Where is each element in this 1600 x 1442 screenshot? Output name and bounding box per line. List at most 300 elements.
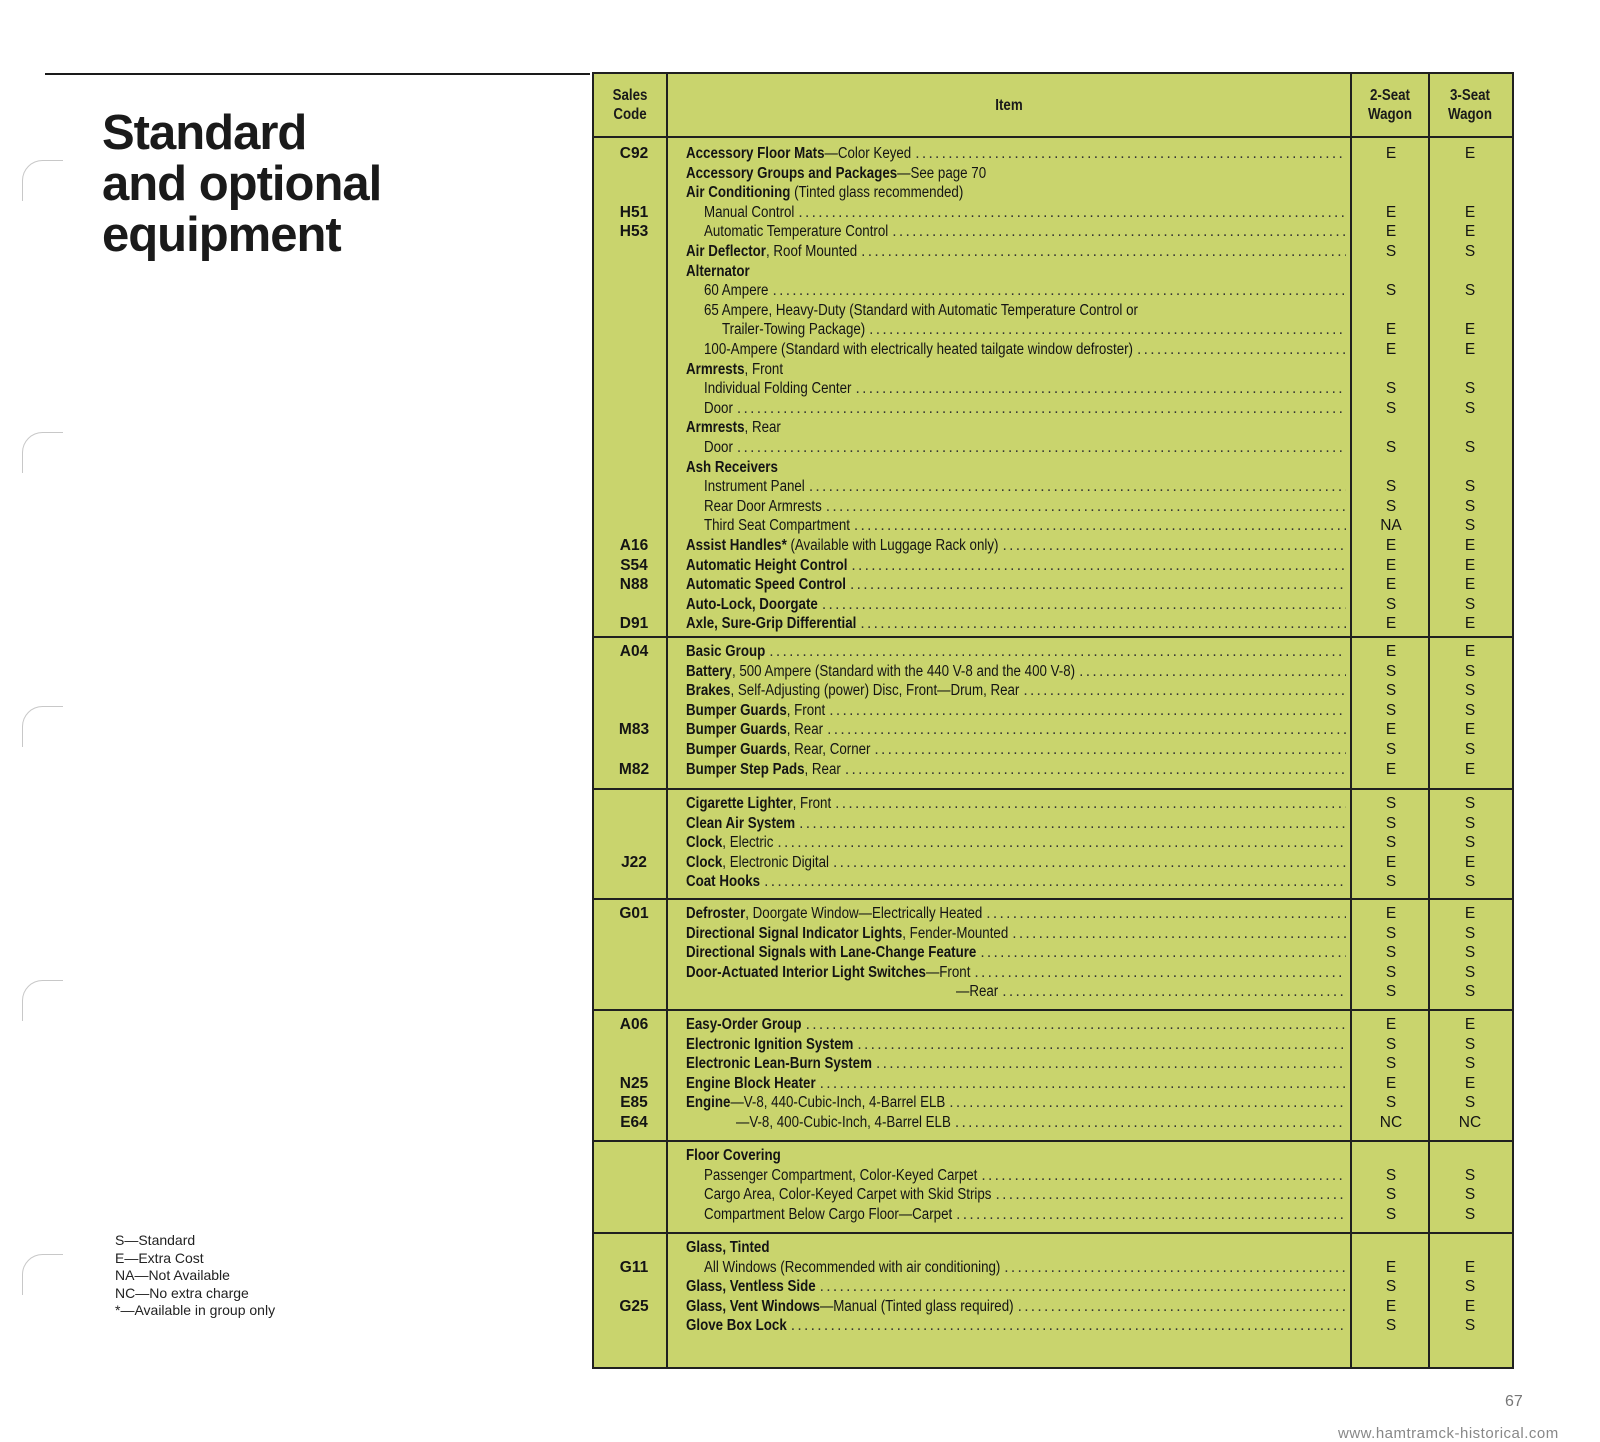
item-text [686, 963, 970, 983]
item-name: Cigarette Lighter [686, 795, 793, 812]
dot-leader [970, 963, 1346, 983]
item-detail: 60 Ampere [704, 282, 769, 300]
item-text [686, 662, 1075, 682]
header-3-seat-wagon [1436, 74, 1505, 136]
item-cell [686, 320, 1346, 340]
3-seat-wagon-value: S [1464, 662, 1476, 680]
2-seat-wagon-value: S [1385, 741, 1397, 758]
item-cell [686, 1316, 1346, 1336]
table-row [594, 642, 1512, 662]
dot-leader [795, 814, 1346, 834]
item-name: Electronic Lean-Burn System [686, 1055, 872, 1073]
legend-item: NC—No extra charge [115, 1284, 249, 1301]
2-seat-wagon-value: S [1385, 282, 1397, 300]
item-text [686, 536, 998, 556]
3-seat-wagon-value: S [1464, 944, 1476, 962]
item-text [686, 556, 847, 576]
table-row [594, 379, 1512, 399]
3-seat-wagon-value: S [1464, 1094, 1476, 1112]
2-seat-wagon-value: S [1385, 1205, 1397, 1223]
header-text: Wagon [1368, 106, 1412, 123]
table-row [594, 853, 1512, 873]
3-seat-wagon-value: S [1464, 1278, 1476, 1296]
table-row [594, 399, 1512, 419]
item-name: Coat Hooks [686, 873, 761, 891]
table-row [594, 360, 1512, 380]
item-detail: , Rear [786, 721, 824, 739]
item-text [686, 418, 781, 438]
title-line: Standard [102, 106, 307, 160]
section-divider [594, 1232, 1512, 1234]
table-row [594, 760, 1512, 780]
item-detail: , Rear [744, 419, 781, 437]
item-name: Accessory Groups and Packages [686, 164, 898, 182]
item-text [686, 720, 823, 740]
item-text [704, 1166, 977, 1186]
3-seat-wagon-value: S [1464, 682, 1476, 700]
table-row [594, 281, 1512, 301]
item-text [686, 144, 911, 164]
item-text [956, 982, 998, 1002]
item-text [686, 262, 750, 282]
item-name: Air Conditioning [686, 184, 791, 202]
table-row [594, 1093, 1512, 1113]
item-text [686, 1297, 1014, 1317]
item-text [704, 516, 850, 536]
3-seat-wagon-value: E [1464, 643, 1476, 660]
item-cell [686, 833, 1346, 853]
header-text: Wagon [1448, 106, 1492, 123]
item-text [704, 379, 851, 399]
item-name: Bumper Guards [686, 741, 787, 758]
item-name: Automatic Speed Control [686, 576, 846, 594]
item-detail: Compartment Below Cargo Floor—Carpet [704, 1205, 953, 1223]
binder-hole-mark [22, 980, 63, 1021]
item-text [686, 164, 986, 184]
dot-leader [733, 399, 1346, 419]
3-seat-wagon-value: E [1464, 1297, 1476, 1315]
item-cell [686, 242, 1346, 262]
item-detail: Manual Control [704, 203, 795, 221]
item-cell [686, 1093, 1346, 1113]
item-name: Glass, Ventless Side [686, 1278, 816, 1296]
sales-code: N88 [619, 576, 649, 594]
item-cell [686, 904, 1346, 924]
dot-leader [816, 1074, 1346, 1094]
3-seat-wagon-value: S [1464, 243, 1476, 260]
2-seat-wagon-value: S [1385, 478, 1397, 496]
dot-leader [841, 760, 1346, 780]
item-detail: , Front [744, 360, 784, 378]
3-seat-wagon-value: E [1464, 1074, 1476, 1092]
item-cell [686, 943, 1346, 963]
sales-code: E64 [620, 1114, 648, 1131]
item-cell [686, 203, 1346, 223]
item-detail: (Tinted glass recommended) [790, 184, 964, 202]
item-text [704, 1185, 991, 1205]
table-row [594, 183, 1512, 203]
item-text [704, 1258, 1000, 1278]
item-cell [686, 183, 1346, 203]
item-detail: , Rear [804, 760, 841, 778]
2-seat-wagon-value: E [1385, 223, 1397, 241]
3-seat-wagon-value: E [1464, 203, 1476, 221]
sales-code: N25 [619, 1074, 649, 1092]
item-cell [686, 681, 1346, 701]
item-cell [686, 458, 1346, 478]
item-cell [686, 575, 1346, 595]
item-text [686, 794, 831, 814]
item-cell [686, 701, 1346, 721]
table-row [594, 418, 1512, 438]
item-detail: (Available with Luggage Rack only) [786, 537, 999, 554]
table-row [594, 904, 1512, 924]
item-cell [686, 1074, 1346, 1094]
item-name: Clock [686, 834, 723, 852]
2-seat-wagon-value: E [1385, 576, 1397, 594]
table-row [594, 701, 1512, 721]
2-seat-wagon-value: S [1385, 1186, 1397, 1204]
dot-leader [911, 144, 1346, 164]
item-cell [686, 872, 1346, 892]
3-seat-wagon-value: S [1464, 478, 1476, 496]
watermark: www.hamtramck-historical.com [1338, 1425, 1559, 1442]
3-seat-wagon-value: E [1464, 721, 1476, 739]
2-seat-wagon-value: S [1385, 1317, 1397, 1335]
3-seat-wagon-value: E [1464, 853, 1476, 871]
3-seat-wagon-value: E [1464, 321, 1476, 339]
2-seat-wagon-value: S [1385, 983, 1397, 1001]
dot-leader [825, 701, 1346, 721]
3-seat-wagon-value: E [1464, 341, 1476, 358]
table-row [594, 497, 1512, 517]
table-row [594, 1113, 1512, 1133]
3-seat-wagon-value: S [1464, 814, 1476, 832]
table-row [594, 340, 1512, 360]
2-seat-wagon-value: NC [1379, 1114, 1403, 1131]
sales-code: M82 [618, 760, 650, 778]
item-cell [686, 281, 1346, 301]
dot-leader [888, 222, 1346, 242]
3-seat-wagon-value: S [1464, 1035, 1476, 1053]
item-text [704, 477, 805, 497]
dot-leader [1014, 1297, 1346, 1317]
item-cell [686, 642, 1346, 662]
item-name: Armrests [686, 360, 745, 378]
item-cell [686, 1113, 1346, 1133]
item-cell [686, 222, 1346, 242]
item-name: Engine [686, 1094, 731, 1112]
dot-leader [831, 794, 1346, 814]
3-seat-wagon-value: NC [1458, 1114, 1482, 1131]
3-seat-wagon-value: E [1464, 1016, 1476, 1033]
item-detail: Third Seat Compartment [704, 517, 850, 535]
table-row [594, 740, 1512, 760]
title-line: and optional [102, 157, 382, 211]
top-rule [45, 73, 590, 75]
dot-leader [823, 720, 1346, 740]
item-cell [686, 497, 1346, 517]
dot-leader [818, 595, 1346, 615]
table-row [594, 794, 1512, 814]
2-seat-wagon-value: S [1385, 873, 1397, 891]
item-text [686, 1093, 945, 1113]
item-cell [686, 1015, 1346, 1035]
table-row [594, 1035, 1512, 1055]
3-seat-wagon-value: S [1464, 380, 1476, 398]
2-seat-wagon-value: S [1385, 1166, 1397, 1184]
item-cell [686, 740, 1346, 760]
dot-leader [856, 614, 1346, 634]
dot-leader [805, 477, 1346, 497]
3-seat-wagon-value: S [1464, 741, 1476, 758]
2-seat-wagon-value: E [1385, 341, 1397, 358]
header-text: Sales [612, 87, 648, 104]
legend-item: *—Available in group only [115, 1302, 276, 1318]
header-text: 3-Seat [1449, 87, 1491, 104]
binder-hole-mark [22, 706, 63, 747]
sales-code: G11 [619, 1258, 649, 1276]
header-item [716, 74, 1303, 136]
table-row [594, 924, 1512, 944]
dot-leader [822, 497, 1346, 517]
item-cell [686, 418, 1346, 438]
header-text: Code [613, 106, 647, 123]
item-detail: Door [704, 399, 733, 417]
item-name: Clock [686, 853, 723, 871]
table-row [594, 1074, 1512, 1094]
table-row [594, 943, 1512, 963]
table-row [594, 662, 1512, 682]
item-text [686, 614, 856, 634]
2-seat-wagon-value: E [1385, 721, 1397, 739]
2-seat-wagon-value: E [1385, 203, 1397, 221]
table-row [594, 1166, 1512, 1186]
legend-item: E—Extra Cost [115, 1249, 204, 1266]
3-seat-wagon-value: S [1464, 873, 1476, 891]
2-seat-wagon-value: E [1385, 321, 1397, 339]
3-seat-wagon-value: S [1464, 1166, 1476, 1184]
sales-code: A04 [619, 643, 649, 660]
table-row [594, 681, 1512, 701]
dot-leader [999, 536, 1347, 556]
2-seat-wagon-value: S [1385, 439, 1397, 456]
item-cell [686, 814, 1346, 834]
table-row [594, 1258, 1512, 1278]
item-text [686, 740, 870, 760]
item-detail: Door [704, 439, 733, 456]
dot-leader [992, 1185, 1346, 1205]
3-seat-wagon-value: S [1464, 595, 1476, 613]
2-seat-wagon-value: E [1385, 643, 1397, 660]
dot-leader [733, 438, 1346, 458]
3-seat-wagon-value: S [1464, 834, 1476, 852]
section-divider [594, 1140, 1512, 1142]
2-seat-wagon-value: S [1385, 701, 1397, 719]
table-row [594, 833, 1512, 853]
item-name: Glove Box Lock [686, 1317, 787, 1335]
item-text [704, 281, 768, 301]
3-seat-wagon-value: E [1464, 537, 1476, 554]
header-divider [594, 136, 1512, 138]
3-seat-wagon-value: E [1464, 223, 1476, 241]
item-cell [686, 477, 1346, 497]
item-detail: , Front [786, 701, 826, 719]
2-seat-wagon-value: S [1385, 497, 1397, 515]
2-seat-wagon-value: E [1385, 760, 1397, 778]
item-cell [686, 262, 1346, 282]
3-seat-wagon-value: S [1464, 701, 1476, 719]
2-seat-wagon-value: S [1385, 380, 1397, 398]
item-name: Basic Group [686, 643, 766, 660]
sales-code: M83 [618, 721, 650, 739]
item-name: Accessory Floor Mats [686, 145, 825, 162]
table-row [594, 1238, 1512, 1258]
item-detail: , Roof Mounted [766, 243, 858, 260]
table-row [594, 872, 1512, 892]
3-seat-wagon-value: S [1464, 439, 1476, 456]
2-seat-wagon-value: E [1385, 853, 1397, 871]
item-cell [686, 1258, 1346, 1278]
2-seat-wagon-value: S [1385, 963, 1397, 981]
item-text [686, 904, 982, 924]
3-seat-wagon-value: S [1464, 924, 1476, 942]
item-cell [686, 963, 1346, 983]
item-name: Battery [686, 662, 732, 680]
table-row [594, 144, 1512, 164]
item-text [722, 320, 865, 340]
item-name: Door-Actuated Interior Light Switches [686, 963, 926, 981]
item-text [686, 833, 773, 853]
3-seat-wagon-value: S [1464, 963, 1476, 981]
2-seat-wagon-value: NA [1380, 517, 1402, 535]
dot-leader [976, 943, 1346, 963]
dot-leader [977, 1166, 1346, 1186]
sales-code: H53 [619, 223, 649, 241]
item-name: Engine Block Heater [686, 1074, 816, 1092]
2-seat-wagon-value: S [1385, 814, 1397, 832]
sales-code: A16 [619, 537, 649, 554]
item-cell [686, 536, 1346, 556]
section-divider [594, 1009, 1512, 1011]
item-cell [686, 1185, 1346, 1205]
item-detail: , 500 Ampere (Standard with the 440 V-8 and the 400 V-8) [731, 662, 1076, 680]
item-text [704, 340, 1133, 360]
table-row [594, 477, 1512, 497]
item-text [686, 1015, 802, 1035]
item-cell [686, 379, 1346, 399]
item-text [686, 642, 765, 662]
item-cell [686, 516, 1346, 536]
equipment-table [592, 72, 1514, 1369]
table-row [594, 203, 1512, 223]
item-text [704, 438, 733, 458]
2-seat-wagon-value: S [1385, 944, 1397, 962]
item-detail: , Doorgate Window—Electrically Heated [745, 905, 983, 922]
dot-leader [1000, 1258, 1346, 1278]
item-name: Defroster [686, 905, 746, 922]
dot-leader [951, 1113, 1346, 1133]
dot-leader [1019, 681, 1346, 701]
item-detail: —Rear [956, 983, 999, 1001]
3-seat-wagon-value: S [1464, 517, 1476, 535]
item-cell [686, 360, 1346, 380]
legend [115, 1232, 275, 1320]
dot-leader [847, 556, 1346, 576]
item-cell [686, 924, 1346, 944]
3-seat-wagon-value: S [1464, 1186, 1476, 1204]
3-seat-wagon-value: S [1464, 983, 1476, 1001]
3-seat-wagon-value: E [1464, 760, 1476, 778]
item-text [686, 595, 818, 615]
item-name: Glass, Vent Windows [686, 1297, 820, 1315]
table-row [594, 720, 1512, 740]
item-detail: , Fender-Mounted [902, 924, 1009, 942]
2-seat-wagon-value: E [1385, 1074, 1397, 1092]
item-name: Assist Handles* [686, 537, 787, 554]
item-cell [686, 760, 1346, 780]
dot-leader [852, 379, 1346, 399]
dot-leader [952, 1205, 1346, 1225]
item-text [686, 575, 846, 595]
dot-leader [853, 1035, 1346, 1055]
2-seat-wagon-value: E [1385, 1016, 1397, 1033]
item-text [686, 814, 795, 834]
item-detail: —Front [925, 963, 971, 981]
item-cell [686, 1035, 1346, 1055]
item-detail: —Color Keyed [824, 145, 912, 162]
3-seat-wagon-value: E [1464, 1258, 1476, 1276]
binder-hole-mark [22, 160, 63, 201]
item-detail: , Front [792, 795, 832, 812]
2-seat-wagon-value: E [1385, 145, 1397, 162]
item-detail: 100-Ampere (Standard with electrically heated tailgate window defroster) [704, 341, 1134, 358]
section-divider [594, 898, 1512, 900]
dot-leader [850, 516, 1346, 536]
dot-leader [760, 872, 1346, 892]
item-cell [686, 1054, 1346, 1074]
3-seat-wagon-value: E [1464, 905, 1476, 922]
2-seat-wagon-value: S [1385, 1278, 1397, 1296]
dot-leader [870, 740, 1346, 760]
item-cell [686, 144, 1346, 164]
dot-leader [816, 1277, 1346, 1297]
page-title [102, 108, 381, 261]
table-row [594, 595, 1512, 615]
2-seat-wagon-value: E [1385, 556, 1397, 574]
item-text [686, 1146, 781, 1166]
header-text: Item [995, 96, 1023, 114]
table-row [594, 1316, 1512, 1336]
item-text [704, 399, 733, 419]
item-name: Bumper Guards [686, 721, 787, 739]
dot-leader [773, 833, 1346, 853]
item-text [686, 701, 825, 721]
table-row [594, 963, 1512, 983]
table-row [594, 1054, 1512, 1074]
3-seat-wagon-value: S [1464, 795, 1476, 812]
item-detail: , Self-Adjusting (power) Disc, Front—Drum, Rear [730, 682, 1020, 700]
3-seat-wagon-value: S [1464, 1055, 1476, 1073]
item-detail: , Rear, Corner [786, 741, 871, 758]
item-text [686, 458, 778, 478]
item-cell [686, 301, 1346, 321]
2-seat-wagon-value: S [1385, 1055, 1397, 1073]
sales-code: G25 [619, 1297, 649, 1315]
sales-code: A06 [619, 1016, 649, 1033]
dot-leader [1008, 924, 1346, 944]
item-detail: Individual Folding Center [704, 380, 852, 398]
